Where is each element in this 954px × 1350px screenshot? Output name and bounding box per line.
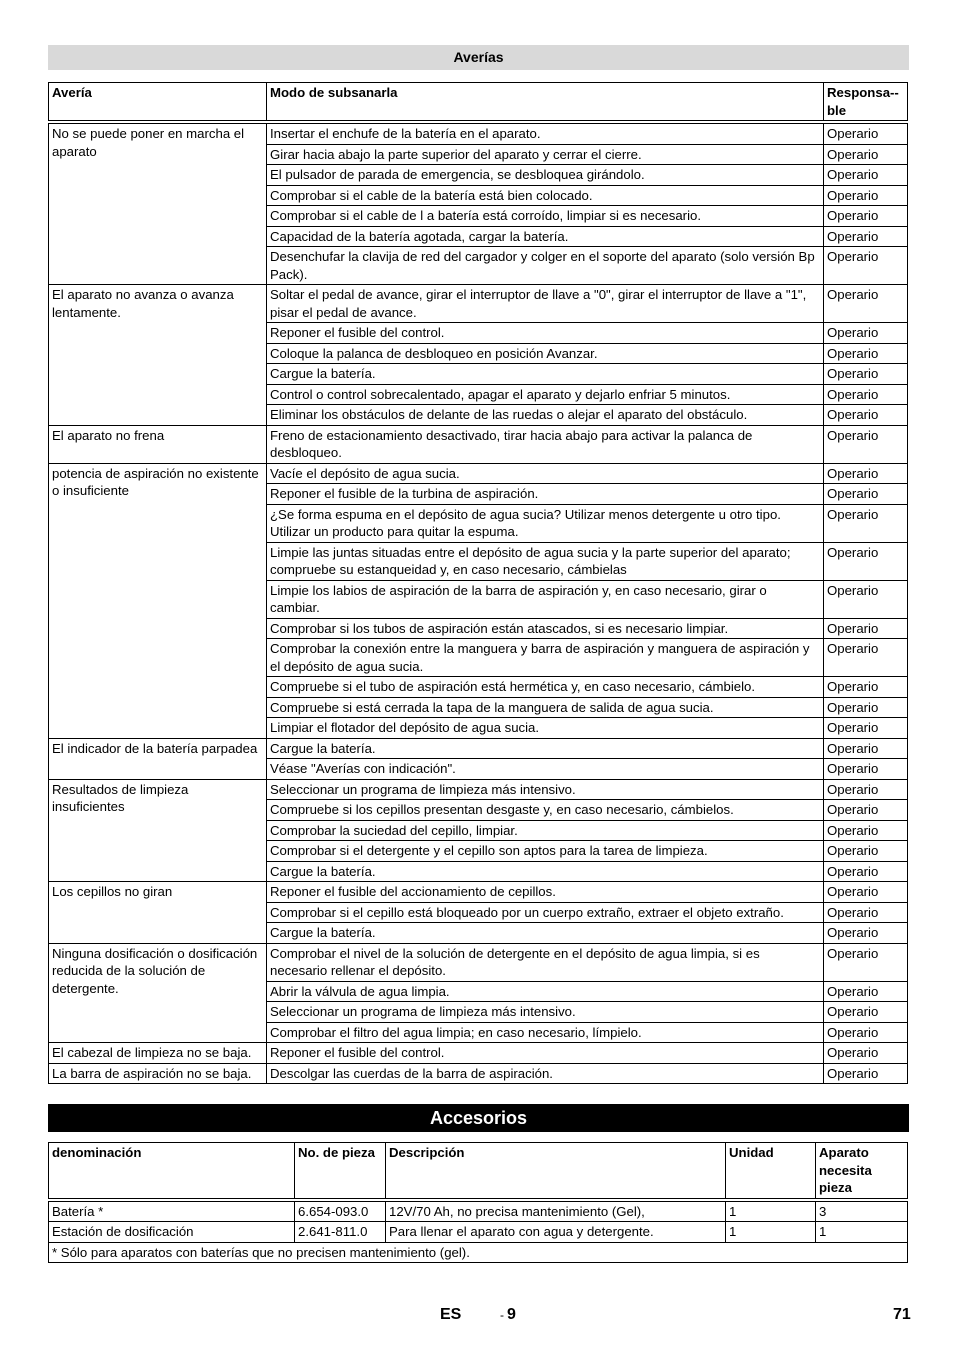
remedy-cell: Girar hacia abajo la parte superior del aparato y cerrar el cierre. <box>267 144 824 165</box>
table-row <box>49 779 908 800</box>
accessories-header-row <box>49 1143 908 1200</box>
table-row <box>49 943 908 981</box>
table-row <box>49 1043 908 1064</box>
responsible-cell: Operario <box>824 384 908 405</box>
acc-unit-cell: 1 <box>726 1222 816 1243</box>
remedy-cell: Reponer el fusible de la turbina de aspiración. <box>267 484 824 505</box>
remedy-cell: Comprobar el nivel de la solución de detergente en el depósito de agua limpia, si es necesario rellenar el depósito. <box>267 943 824 981</box>
footnote-row <box>49 1242 908 1263</box>
responsible-cell: Operario <box>824 425 908 463</box>
responsible-cell: Operario <box>824 1002 908 1023</box>
remedy-cell: Comprobar si el cable de la batería está bien colocado. <box>267 185 824 206</box>
fault-cell: El indicador de la batería parpadea <box>49 738 267 779</box>
footnote: * Sólo para aparatos con baterías que no precisen mantenimiento (gel). <box>49 1242 908 1263</box>
remedy-cell: Seleccionar un programa de limpieza más intensivo. <box>267 779 824 800</box>
fault-cell: potencia de aspiración no existente o insuficiente <box>49 463 267 738</box>
accessories-table <box>48 1142 908 1263</box>
responsible-cell: Operario <box>824 677 908 698</box>
responsible-cell: Operario <box>824 800 908 821</box>
remedy-cell: Coloque la palanca de desbloqueo en posición Avanzar. <box>267 343 824 364</box>
responsible-cell: Operario <box>824 738 908 759</box>
fault-cell: Ninguna dosificación o dosificación reducida de la solución de detergente. <box>49 943 267 1043</box>
responsible-cell: Operario <box>824 226 908 247</box>
responsible-cell: Operario <box>824 504 908 542</box>
responsible-cell: Operario <box>824 841 908 862</box>
fault-cell: Los cepillos no giran <box>49 882 267 944</box>
acc-quantity-cell: 3 <box>816 1200 908 1222</box>
responsible-cell: Operario <box>824 185 908 206</box>
remedy-cell: Cargue la batería. <box>267 861 824 882</box>
responsible-cell: Operario <box>824 943 908 981</box>
footer-section-page <box>500 1306 516 1324</box>
footer-language: ES <box>440 1306 462 1323</box>
responsible-cell: Operario <box>824 779 908 800</box>
footer-dash: - <box>500 1308 504 1322</box>
acc-description-cell: 12V/70 Ah, no precisa mantenimiento (Gel), <box>386 1200 726 1222</box>
responsible-cell: Operario <box>824 542 908 580</box>
remedy-cell: Vacíe el depósito de agua sucia. <box>267 463 824 484</box>
responsible-cell: Operario <box>824 206 908 227</box>
faults-body <box>49 122 908 1084</box>
remedy-cell: Compruebe si los cepillos presentan desgaste y, en caso necesario, cámbielos. <box>267 800 824 821</box>
responsible-cell: Operario <box>824 820 908 841</box>
acc-name-cell: Estación de dosificación <box>49 1222 295 1243</box>
fault-cell: El cabezal de limpieza no se baja. <box>49 1043 267 1064</box>
table-row <box>49 425 908 463</box>
table-row <box>49 1222 908 1243</box>
responsible-cell: Operario <box>824 639 908 677</box>
acc-part-no-cell: 2.641-811.0 <box>295 1222 386 1243</box>
responsible-cell: Operario <box>824 484 908 505</box>
remedy-cell: Cargue la batería. <box>267 364 824 385</box>
remedy-cell: Comprobar si el cepillo está bloqueado por un cuerpo extraño, extraer el objeto extraño. <box>267 902 824 923</box>
remedy-cell: Compruebe si está cerrada la tapa de la manguera de salida de agua sucia. <box>267 697 824 718</box>
responsible-cell: Operario <box>824 1043 908 1064</box>
acc-quantity-cell: 1 <box>816 1222 908 1243</box>
table-row <box>49 463 908 484</box>
faults-section-title: Averías <box>48 45 909 70</box>
responsible-cell: Operario <box>824 618 908 639</box>
responsible-cell: Operario <box>824 759 908 780</box>
responsible-cell: Operario <box>824 323 908 344</box>
remedy-cell: Soltar el pedal de avance, girar el interruptor de llave a "0", girar el interruptor de llave a "1", pisar el pedal de avance. <box>267 285 824 323</box>
remedy-cell: Comprobar si el cable de l a batería está corroído, limpiar si es necesario. <box>267 206 824 227</box>
footer-section-number: 9 <box>507 1306 516 1323</box>
acc-header-part-no: No. de pieza <box>295 1143 386 1200</box>
remedy-cell: Compruebe si el tubo de aspiración está hermética y, en caso necesario, cámbielo. <box>267 677 824 698</box>
responsible-cell: Operario <box>824 981 908 1002</box>
remedy-cell: Freno de estacionamiento desactivado, tirar hacia abajo para activar la palanca de desbloqueo. <box>267 425 824 463</box>
remedy-cell: Capacidad de la batería agotada, cargar la batería. <box>267 226 824 247</box>
remedy-cell: Comprobar si el detergente y el cepillo son aptos para la tarea de limpieza. <box>267 841 824 862</box>
fault-cell: Resultados de limpieza insuficientes <box>49 779 267 882</box>
responsible-cell: Operario <box>824 882 908 903</box>
responsible-cell: Operario <box>824 697 908 718</box>
responsible-cell: Operario <box>824 144 908 165</box>
remedy-cell: Comprobar la conexión entre la manguera y barra de aspiración y manguera de aspiración y el depósito de agua sucia. <box>267 639 824 677</box>
accessories-section-title: Accesorios <box>48 1104 909 1132</box>
remedy-cell: Comprobar la suciedad del cepillo, limpiar. <box>267 820 824 841</box>
table-row <box>49 738 908 759</box>
table-row <box>49 882 908 903</box>
acc-name-cell: Batería * <box>49 1200 295 1222</box>
remedy-cell: ¿Se forma espuma en el depósito de agua sucia? Utilizar menos detergente u otro tipo. Utilizar un producto para quitar la espuma. <box>267 504 824 542</box>
remedy-cell: Desenchufar la clavija de red del cargador y colger en el soporte del aparato (solo versión Bp Pack). <box>267 247 824 285</box>
responsible-cell: Operario <box>824 463 908 484</box>
acc-unit-cell: 1 <box>726 1200 816 1222</box>
faults-table <box>48 82 908 1084</box>
remedy-cell: El pulsador de parada de emergencia, se desbloquea girándolo. <box>267 165 824 186</box>
responsible-cell: Operario <box>824 902 908 923</box>
responsible-cell: Operario <box>824 1022 908 1043</box>
remedy-cell: Limpie los labios de aspiración de la barra de aspiración y, en caso necesario, girar o cambiar. <box>267 580 824 618</box>
responsible-cell: Operario <box>824 364 908 385</box>
remedy-cell: Reponer el fusible del control. <box>267 1043 824 1064</box>
remedy-cell: Reponer el fusible del control. <box>267 323 824 344</box>
fault-cell: El aparato no avanza o avanza lentamente. <box>49 285 267 426</box>
responsible-cell: Operario <box>824 247 908 285</box>
table-row <box>49 285 908 323</box>
footer-page-number: 71 <box>893 1306 911 1323</box>
table-row <box>49 122 908 144</box>
remedy-cell: Cargue la batería. <box>267 738 824 759</box>
acc-header-quantity: Aparato necesita pieza <box>816 1143 908 1200</box>
acc-description-cell: Para llenar el aparato con agua y detergente. <box>386 1222 726 1243</box>
responsible-cell: Operario <box>824 923 908 944</box>
fault-cell: No se puede poner en marcha el aparato <box>49 122 267 285</box>
header-remedy: Modo de subsanarla <box>267 83 824 123</box>
header-responsible: Responsa-ble <box>824 83 908 123</box>
responsible-cell: Operario <box>824 343 908 364</box>
faults-header-row <box>49 83 908 123</box>
remedy-cell: Eliminar los obstáculos de delante de las ruedas o alejar el aparato del obstáculo. <box>267 405 824 426</box>
table-row <box>49 1200 908 1222</box>
remedy-cell: Limpie las juntas situadas entre el depósito de agua sucia y la parte superior del aparato; compruebe su estanqueidad y, en caso necesario, cámbielas <box>267 542 824 580</box>
responsible-cell: Operario <box>824 285 908 323</box>
remedy-cell: Insertar el enchufe de la batería en el aparato. <box>267 122 824 144</box>
remedy-cell: Comprobar si los tubos de aspiración están atascados, si es necesario limpiar. <box>267 618 824 639</box>
table-row <box>49 1063 908 1084</box>
acc-header-unit: Unidad <box>726 1143 816 1200</box>
header-fault: Avería <box>49 83 267 123</box>
responsible-cell: Operario <box>824 1063 908 1084</box>
responsible-cell: Operario <box>824 405 908 426</box>
acc-header-description: Descripción <box>386 1143 726 1200</box>
acc-part-no-cell: 6.654-093.0 <box>295 1200 386 1222</box>
fault-cell: La barra de aspiración no se baja. <box>49 1063 267 1084</box>
responsible-cell: Operario <box>824 718 908 739</box>
remedy-cell: Descolgar las cuerdas de la barra de aspiración. <box>267 1063 824 1084</box>
remedy-cell: Seleccionar un programa de limpieza más intensivo. <box>267 1002 824 1023</box>
remedy-cell: Cargue la batería. <box>267 923 824 944</box>
fault-cell: El aparato no frena <box>49 425 267 463</box>
remedy-cell: Véase "Averías con indicación". <box>267 759 824 780</box>
remedy-cell: Abrir la válvula de agua limpia. <box>267 981 824 1002</box>
remedy-cell: Limpiar el flotador del depósito de agua sucia. <box>267 718 824 739</box>
remedy-cell: Comprobar el filtro del agua limpia; en caso necesario, límpielo. <box>267 1022 824 1043</box>
accessories-body <box>49 1200 908 1263</box>
remedy-cell: Control o control sobrecalentado, apagar el aparato y dejarlo enfriar 5 minutos. <box>267 384 824 405</box>
remedy-cell: Reponer el fusible del accionamiento de cepillos. <box>267 882 824 903</box>
responsible-cell: Operario <box>824 122 908 144</box>
responsible-cell: Operario <box>824 165 908 186</box>
responsible-cell: Operario <box>824 580 908 618</box>
responsible-cell: Operario <box>824 861 908 882</box>
acc-header-name: denominación <box>49 1143 295 1200</box>
